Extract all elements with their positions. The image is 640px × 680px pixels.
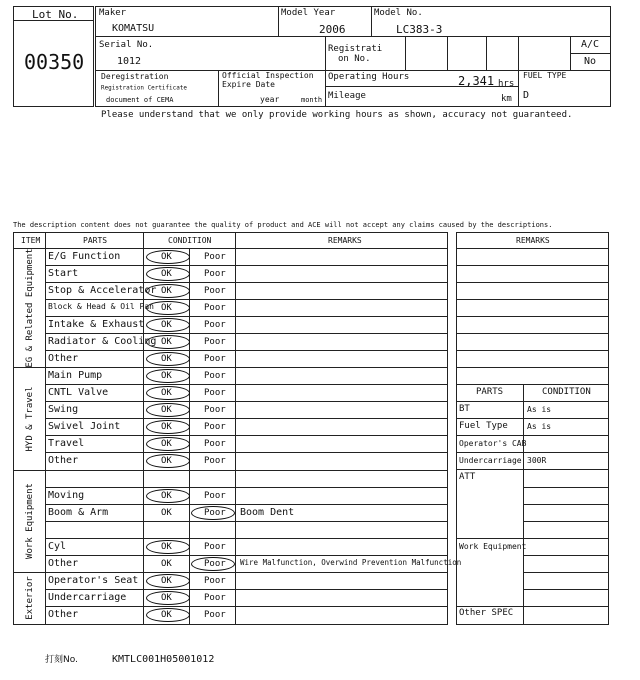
right-condition-undercarriage: 300R xyxy=(527,456,547,465)
poor-option[interactable]: Poor xyxy=(204,354,226,364)
operating-hours-value: 2,341 xyxy=(458,74,495,88)
right-part-undercarriage: Undercarriage xyxy=(459,456,522,465)
remark-text: Wire Malfunction, Overwind Prevention Malfunction xyxy=(240,558,462,567)
remark-text: Boom Dent xyxy=(240,507,295,518)
maker-label: Maker xyxy=(99,8,127,18)
part-label: Radiator & Cooling xyxy=(48,336,157,347)
ok-selected-circle xyxy=(146,540,190,554)
ok-selected-circle xyxy=(146,267,190,281)
ac-value: No xyxy=(584,56,597,67)
ok-option[interactable]: OK xyxy=(161,610,172,620)
operating-hours-label: Operating Hours xyxy=(328,72,410,82)
deregistration-label: Deregistration xyxy=(101,72,169,81)
poor-option[interactable]: Poor xyxy=(204,405,226,415)
mileage-label: Mileage xyxy=(328,91,366,101)
ok-option[interactable]: OK xyxy=(161,269,172,279)
item-header: ITEM xyxy=(21,236,41,245)
inspection-label-2: Expire Date xyxy=(222,80,275,89)
ok-selected-circle xyxy=(146,437,190,451)
ok-option[interactable]: OK xyxy=(161,286,172,296)
poor-selected-circle xyxy=(191,557,235,571)
ok-selected-circle xyxy=(146,301,190,315)
poor-option[interactable]: Poor xyxy=(204,593,226,603)
part-label: Travel xyxy=(48,438,85,449)
stamp-value: KMTLC001H05001012 xyxy=(112,654,215,665)
year-label: year xyxy=(260,95,280,104)
right-condition-fuel: As is xyxy=(527,422,552,431)
ok-option[interactable]: OK xyxy=(161,593,172,603)
hrs-unit: hrs xyxy=(498,79,515,89)
poor-option[interactable]: Poor xyxy=(204,439,226,449)
part-label: Other xyxy=(48,558,79,569)
registration-label-1: Registrati xyxy=(328,44,383,54)
fuel-type-value: D xyxy=(523,90,530,101)
group-label-work: Work Equipment xyxy=(25,483,35,559)
poor-option[interactable]: Poor xyxy=(204,610,226,620)
part-label: Main Pump xyxy=(48,370,103,381)
model-no-value: LC383-3 xyxy=(396,23,443,36)
remarks-header: REMARKS xyxy=(328,236,362,245)
stamp-label: 打刻No. xyxy=(45,655,78,665)
poor-option[interactable]: Poor xyxy=(204,252,226,262)
ok-option[interactable]: OK xyxy=(161,354,172,364)
part-label: Moving xyxy=(48,490,85,501)
ok-option[interactable]: OK xyxy=(161,388,172,398)
part-label: Operator's Seat xyxy=(48,575,139,586)
ok-selected-circle xyxy=(146,454,190,468)
right-part-fuel: Fuel Type xyxy=(459,421,508,431)
serial-label: Serial No. xyxy=(99,40,154,50)
document-cema-label: document of CEMA xyxy=(106,96,174,104)
poor-option[interactable]: Poor xyxy=(204,491,226,501)
ok-option[interactable]: OK xyxy=(161,559,172,569)
part-label: Undercarriage xyxy=(48,592,127,603)
part-label: Other xyxy=(48,353,79,364)
parts-header: PARTS xyxy=(83,236,108,245)
ok-option[interactable]: OK xyxy=(161,320,172,330)
month-label: month xyxy=(301,96,323,104)
ac-label: A/C xyxy=(581,39,600,50)
ok-option[interactable]: OK xyxy=(161,576,172,586)
right-condition-bt: As is xyxy=(527,405,552,414)
part-label: CNTL Valve xyxy=(48,387,109,398)
ok-option[interactable]: OK xyxy=(161,508,172,518)
right-other-spec-label: Other SPEC xyxy=(459,608,514,618)
ok-selected-circle xyxy=(146,591,190,605)
poor-option[interactable]: Poor xyxy=(204,559,226,569)
ok-option[interactable]: OK xyxy=(161,405,172,415)
poor-selected-circle xyxy=(191,506,235,520)
model-year-label: Model Year xyxy=(281,8,336,18)
part-label: Intake & Exhaust xyxy=(48,319,145,330)
part-label: Swivel Joint xyxy=(48,421,121,432)
poor-option[interactable]: Poor xyxy=(204,456,226,466)
fuel-type-label: FUEL TYPE xyxy=(523,71,567,80)
ok-selected-circle xyxy=(146,489,190,503)
ok-selected-circle xyxy=(146,403,190,417)
ok-option[interactable]: OK xyxy=(161,542,172,552)
ok-selected-circle xyxy=(146,352,190,366)
right-remarks-header: REMARKS xyxy=(516,236,550,245)
poor-option[interactable]: Poor xyxy=(204,508,226,518)
maker-value: KOMATSU xyxy=(112,23,155,34)
right-condition-header: CONDITION xyxy=(542,387,591,397)
poor-option[interactable]: Poor xyxy=(204,320,226,330)
disclaimer: The description content does not guarantee the quality of product and ACE will not accept any claims caused by the descriptions. xyxy=(13,221,553,229)
poor-option[interactable]: Poor xyxy=(204,371,226,381)
poor-option[interactable]: Poor xyxy=(204,286,226,296)
ok-selected-circle xyxy=(146,284,190,298)
poor-option[interactable]: Poor xyxy=(204,542,226,552)
ok-option[interactable]: OK xyxy=(161,422,172,432)
part-label: Block & Head & Oil Pan xyxy=(48,302,154,311)
ok-option[interactable]: OK xyxy=(161,456,172,466)
ok-option[interactable]: OK xyxy=(161,252,172,262)
group-label-eg: EG & Related Equipment xyxy=(25,248,35,368)
ok-selected-circle xyxy=(146,318,190,332)
registration-label-2: on No. xyxy=(338,54,371,64)
ok-selected-circle xyxy=(146,335,190,349)
part-label: Other xyxy=(48,609,79,620)
right-parts-header: PARTS xyxy=(476,387,504,397)
hours-notice: Please understand that we only provide working hours as shown, accuracy not guaranteed. xyxy=(101,110,573,120)
poor-option[interactable]: Poor xyxy=(204,576,226,586)
ok-option[interactable]: OK xyxy=(161,491,172,501)
ok-option[interactable]: OK xyxy=(161,439,172,449)
km-unit: km xyxy=(501,94,512,104)
right-part-cab: Operator's CAB xyxy=(459,439,527,448)
poor-option[interactable]: Poor xyxy=(204,422,226,432)
ok-selected-circle xyxy=(146,386,190,400)
right-part-bt: BT xyxy=(459,404,470,414)
serial-value: 1012 xyxy=(117,56,142,67)
part-label: Stop & Accelerator xyxy=(48,285,157,296)
ok-selected-circle xyxy=(146,608,190,622)
part-label: Start xyxy=(48,268,79,279)
group-label-hyd: HYD & Travel xyxy=(25,386,35,452)
ok-option[interactable]: OK xyxy=(161,371,172,381)
condition-header: CONDITION xyxy=(168,236,212,245)
right-work-equipment-label: Work Equipment xyxy=(459,542,527,551)
poor-option[interactable]: Poor xyxy=(204,269,226,279)
poor-option[interactable]: Poor xyxy=(204,303,226,313)
ok-selected-circle xyxy=(146,420,190,434)
poor-option[interactable]: Poor xyxy=(204,388,226,398)
ok-option[interactable]: OK xyxy=(161,303,172,313)
part-label: Boom & Arm xyxy=(48,507,109,518)
inspection-label-1: Official Inspection xyxy=(222,71,314,80)
ok-selected-circle xyxy=(146,250,190,264)
ok-selected-circle xyxy=(146,574,190,588)
lot-number: 00350 xyxy=(24,50,85,74)
lot-label: Lot No. xyxy=(32,8,79,21)
right-part-att: ATT xyxy=(459,472,476,482)
model-no-label: Model No. xyxy=(374,8,423,18)
part-label: Swing xyxy=(48,404,79,415)
part-label: Cyl xyxy=(48,541,67,552)
ok-selected-circle xyxy=(146,369,190,383)
model-year-value: 2006 xyxy=(319,23,346,36)
group-label-exterior: Exterior xyxy=(25,576,35,620)
registration-certificate-label: Registration Certificate xyxy=(101,84,187,91)
part-label: Other xyxy=(48,455,79,466)
poor-option[interactable]: Poor xyxy=(204,337,226,347)
ok-option[interactable]: OK xyxy=(161,337,172,347)
part-label: E/G Function xyxy=(48,251,121,262)
